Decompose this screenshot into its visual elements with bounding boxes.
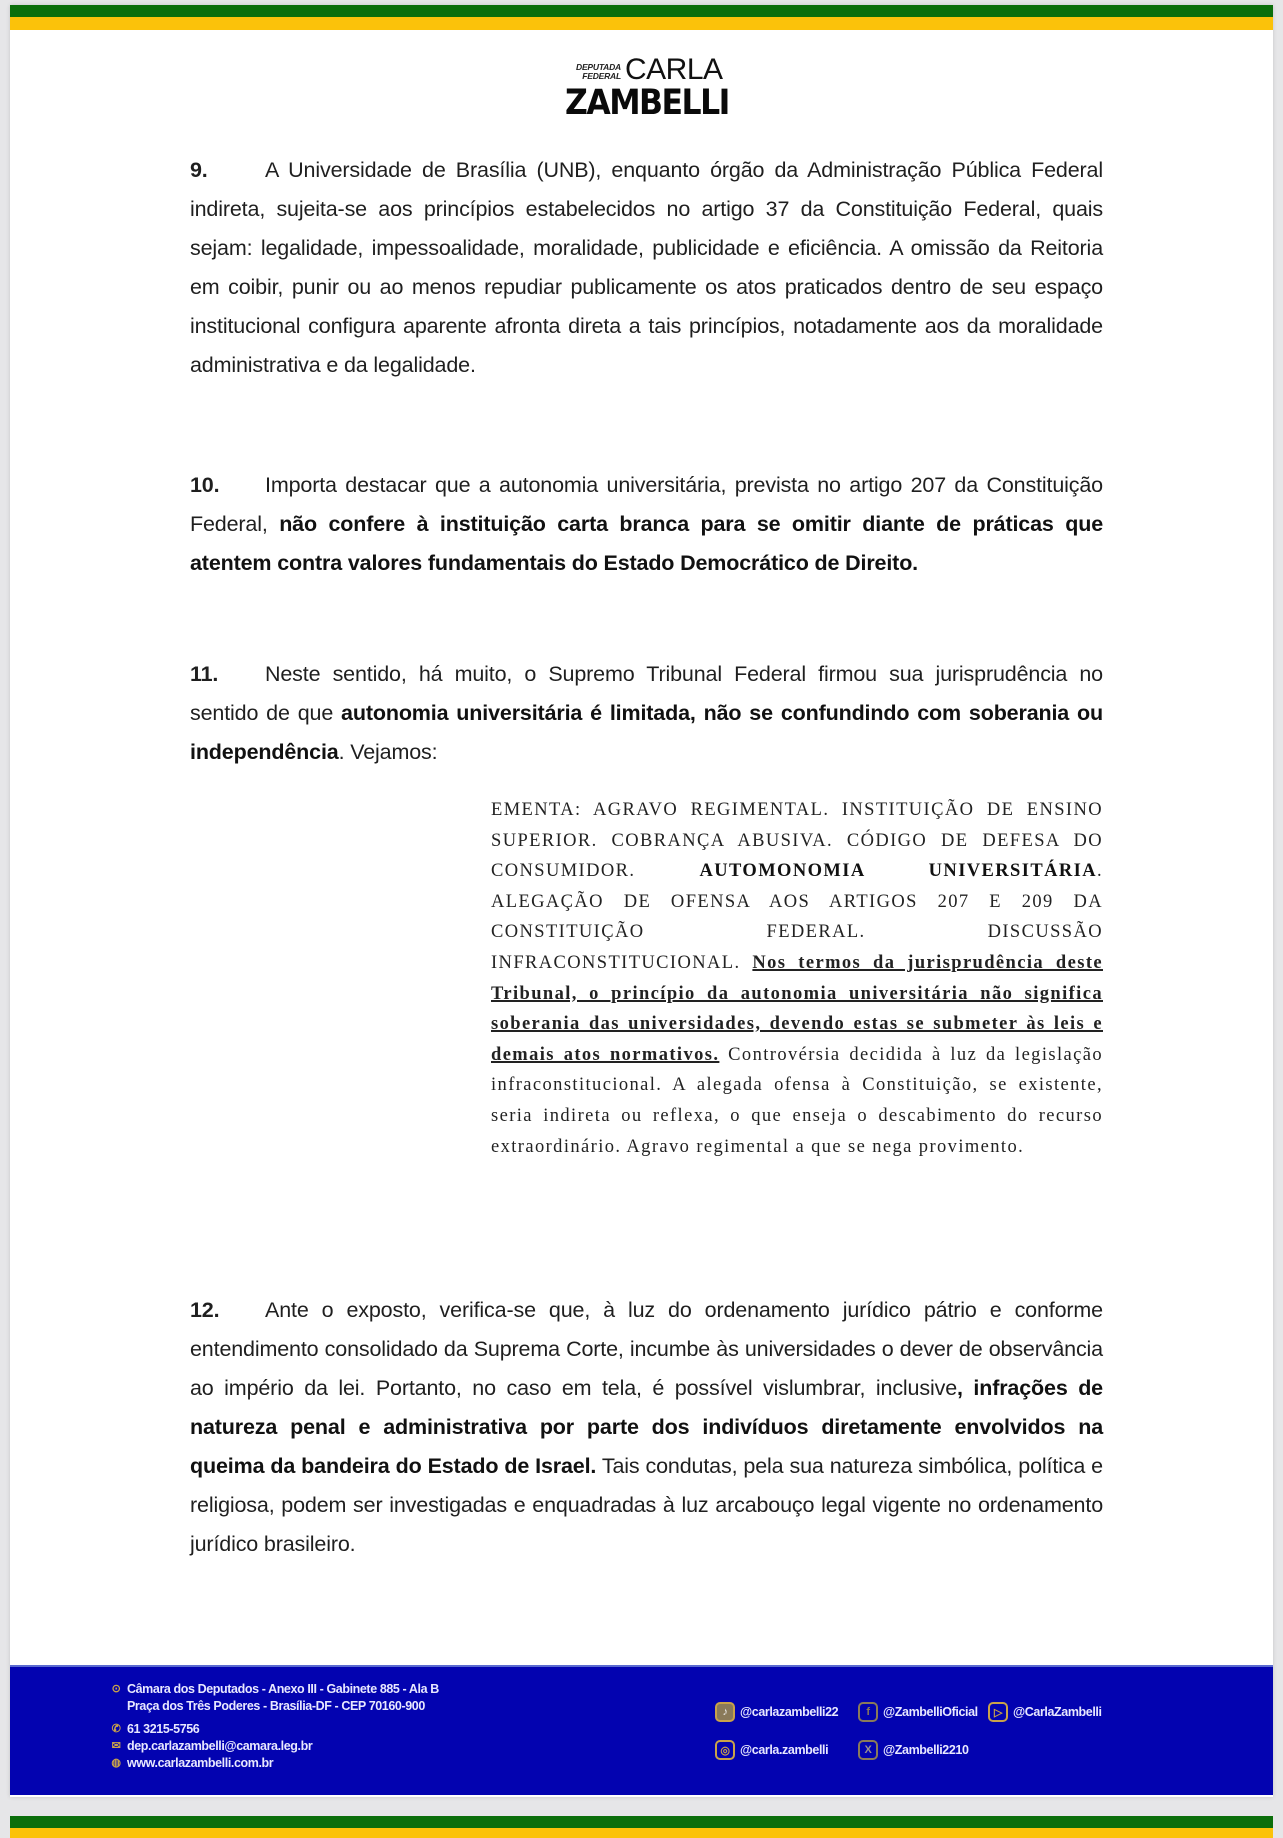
paragraph-number: 12. (190, 1298, 220, 1322)
location-pin-icon: ⊙ (111, 1683, 121, 1695)
website-link[interactable]: www.carlazambelli.com.br (127, 1756, 274, 1770)
social-instagram[interactable]: ◎ @carla.zambelli (715, 1740, 828, 1760)
social-facebook[interactable]: f @ZambelliOficial (858, 1702, 978, 1722)
instagram-icon: ◎ (715, 1740, 735, 1760)
paragraph-9: 9. A Universidade de Brasília (UNB), enquanto órgão da Administração Pública Federal indireta, sujeita-se aos princípios estabelecidos no artigo 37 da Constituição Federal, quais sejam: legalidade, impessoalidade, moralidade, publicidade e eficiência. A omissão da Reitoria em coibir, punir ou ao menos repudiar publicamente os atos praticados dentro de seu espaço institucional configura aparente afronta direta a tais princípios, notadamente aos da moralidade administrativa e da legalidade. (190, 151, 1103, 385)
globe-icon: ◍ (111, 1757, 121, 1769)
phone-number: 61 3215-5756 (127, 1722, 200, 1736)
jurisprudence-quote: EMENTA: AGRAVO REGIMENTAL. INSTITUIÇÃO DE ENSINO SUPERIOR. COBRANÇA ABUSIVA. CÓDIGO DE DEFESA DO CONSUMIDOR. AUTOMONOMIA UNIVERSITÁRIA. ALEGAÇÃO DE OFENSA AOS ARTIGOS 207 E 209 DA CONSTITUIÇÃO FEDERAL. DISCUSSÃO INFRACONSTITUCIONAL. Nos termos da jurisprudência deste Tribunal, o princípio da autonomia universitária não significa soberania das universidades, devendo estas se submeter às leis e demais atos normativos. Controvérsia decidida à luz da legislação infraconstitucional. A alegada ofensa à Constituição, se existente, seria indireta ou reflexa, o que enseja o descabimento do recurso extraordinário. Agravo regimental a que se nega provimento. (491, 800, 1103, 1157)
email-icon: ✉ (111, 1740, 121, 1752)
email-link[interactable]: dep.carlazambelli@camara.leg.br (127, 1739, 313, 1753)
facebook-icon: f (858, 1702, 878, 1722)
youtube-icon: ▷ (988, 1702, 1008, 1722)
social-tiktok[interactable]: ♪ @carlazambelli22 (715, 1702, 838, 1722)
logo-first-name: CARLA (625, 53, 723, 86)
x-icon: X (858, 1740, 878, 1760)
footer-yellow-stripe (10, 1828, 1273, 1838)
paragraph-number: 9. (190, 158, 208, 182)
footer (10, 1665, 1273, 1795)
phone-icon: ✆ (111, 1723, 121, 1735)
paragraph-number: 10. (190, 473, 220, 497)
logo (555, 53, 745, 123)
logo-last-name: ZAMBELLI (565, 83, 729, 123)
paragraph-12: 12. Ante o exposto, verifica-se que, à luz do ordenamento jurídico pátrio e conforme entendimento consolidado da Suprema Corte, incumbe às universidades o dever de observância ao império da lei. Portanto, no caso em tela, é possível vislumbrar, inclusive, infrações de natureza penal e administrativa por parte dos indivíduos diretamente envolvidos na queima da bandeira do Estado de Israel. Tais condutas, pela sua natureza simbólica, política e religiosa, podem ser investigadas e enquadradas à luz arcabouço legal vigente no ordenamento jurídico brasileiro. (190, 1291, 1103, 1564)
paragraph-11: 11. Neste sentido, há muito, o Supremo Tribunal Federal firmou sua jurisprudência no sentido de que autonomia universitária é limitada, não se confundindo com soberania ou independência. Vejamos: (190, 655, 1103, 772)
tiktok-icon: ♪ (715, 1702, 735, 1722)
document-page (10, 5, 1273, 1797)
paragraph-10: 10. Importa destacar que a autonomia universitária, prevista no artigo 207 da Constituição Federal, não confere à instituição carta branca para se omitir diante de práticas que atentem contra valores fundamentais do Estado Democrático de Direito. (190, 466, 1103, 583)
paragraph-number: 11. (190, 662, 219, 686)
logo-prefix: DEPUTADA FEDERAL (576, 62, 621, 81)
footer-green-stripe (10, 1816, 1273, 1828)
contact-info: ⊙ Câmara dos Deputados - Anexo III - Gabinete 885 - Ala B Praça dos Três Poderes - Brasília-DF - CEP 70160-900 ✆ 61 3215-5756 ✉ dep.carlazambelli@camara.leg.br ◍ www.carlazambelli.com.br (111, 1682, 439, 1770)
social-x[interactable]: X @Zambelli2210 (858, 1740, 969, 1760)
social-youtube[interactable]: ▷ @CarlaZambelli (988, 1702, 1102, 1722)
header-yellow-stripe (10, 17, 1273, 30)
header-green-stripe (10, 5, 1273, 17)
